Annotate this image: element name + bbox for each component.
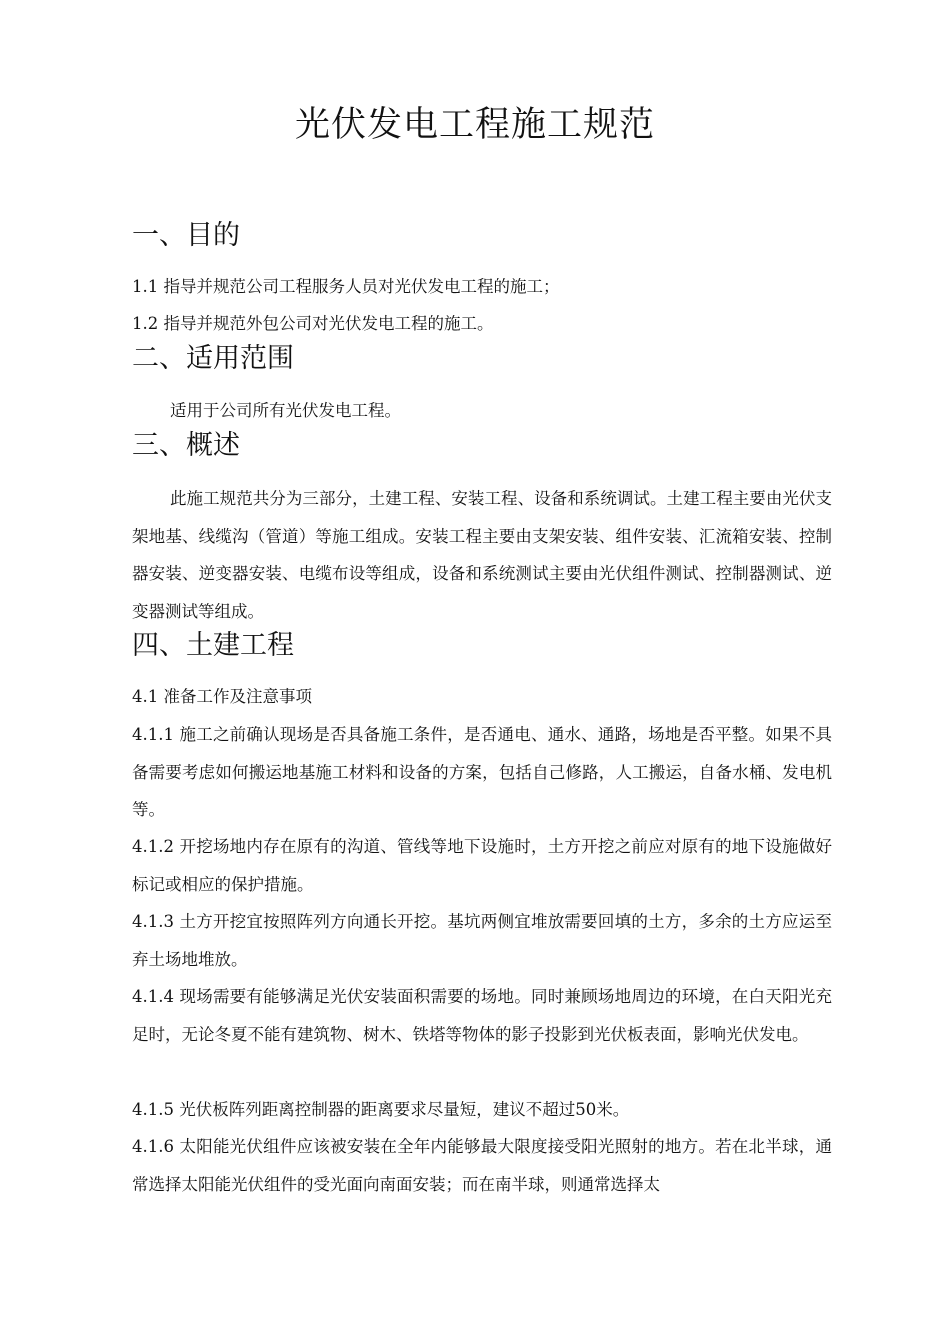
paragraph-4-1-6: 4.1.6 太阳能光伏组件应该被安装在全年内能够最大限度接受阳光照射的地方。若在北半球，通常选择太阳能光伏组件的受光面向南面安装；而在南半球，则通常选择太 bbox=[132, 1137, 832, 1194]
paragraph-scope: 适用于公司所有光伏发电工程。 bbox=[170, 401, 401, 420]
list-item: 1.2 指导并规范外包公司对光伏发电工程的施工。 bbox=[132, 314, 494, 333]
paragraph-4-1-2: 4.1.2 开挖场地内存在原有的沟道、管线等地下设施时，土方开挖之前应对原有的地下设施做好标记或相应的保护措施。 bbox=[132, 837, 832, 894]
section-heading-scope: 二、适用范围 bbox=[132, 343, 294, 374]
paragraph-4-1-1: 4.1.1 施工之前确认现场是否具备施工条件，是否通电、通水、通路，场地是否平整。如果不具备需要考虑如何搬运地基施工材料和设备的方案，包括自己修路，人工搬运，自备水桶、发电机等。 bbox=[132, 725, 832, 819]
paragraph-overview: 此施工规范共分为三部分，土建工程、安装工程、设备和系统调试。土建工程主要由光伏支架地基、线缆沟（管道）等施工组成。安装工程主要由支架安装、组件安装、汇流箱安装、控制器安装、逆变器安装、电缆布设等组成，设备和系统测试主要由光伏组件测试、控制器测试、逆变器测试等组成。 bbox=[132, 489, 832, 621]
paragraph-4-1-4: 4.1.4 现场需要有能够满足光伏安装面积需要的场地。同时兼顾场地周边的环境，在白天阳光充足时，无论冬夏不能有建筑物、树木、铁塔等物体的影子投影到光伏板表面，影响光伏发电。 bbox=[132, 987, 832, 1044]
document-title: 光伏发电工程施工规范 bbox=[294, 105, 655, 145]
section-heading-overview: 三、概述 bbox=[132, 430, 240, 461]
section-heading-purpose: 一、目的 bbox=[132, 220, 240, 251]
section-heading-civil-works: 四、土建工程 bbox=[132, 630, 294, 661]
paragraph-4-1-3: 4.1.3 土方开挖宜按照阵列方向通长开挖。基坑两侧宜堆放需要回填的土方，多余的土方应运至弃土场地堆放。 bbox=[132, 912, 832, 969]
paragraph-4-1-5: 4.1.5 光伏板阵列距离控制器的距离要求尽量短，建议不超过50米。 bbox=[132, 1100, 630, 1119]
list-item: 1.1 指导并规范公司工程服务人员对光伏发电工程的施工； bbox=[132, 277, 560, 296]
subsection-heading: 4.1 准备工作及注意事项 bbox=[132, 687, 312, 706]
